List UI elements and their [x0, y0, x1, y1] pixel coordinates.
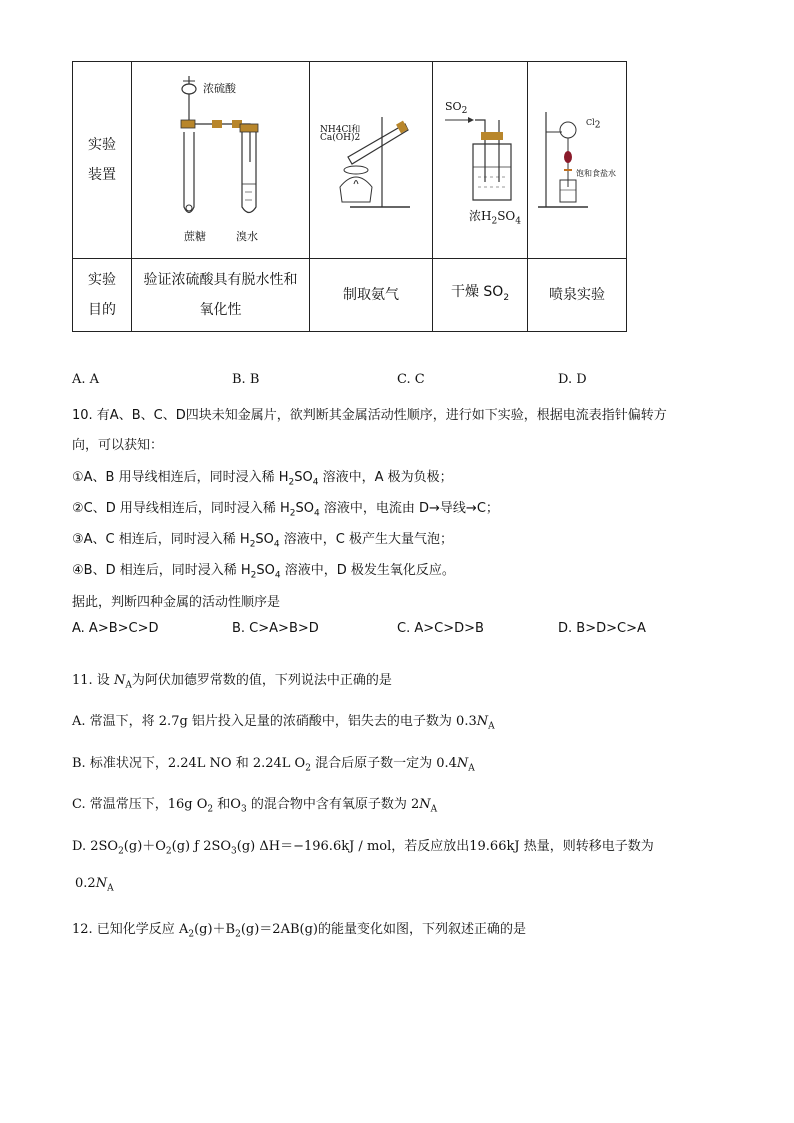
q10-option-c: C. A>C>D>B — [397, 621, 484, 636]
label-conc-h2so4: 浓$H_2SO_4$ — [469, 209, 521, 227]
q11-stem: 11. 设 $N_A$为阿伏加德罗常数的值，下列说法中正确的是 — [72, 673, 392, 691]
q11-option-b: B. 标准状况下，2.24L NO 和 2.24L $O_2$ 混合后原子数一定为 $0.4N_A$ — [72, 756, 475, 774]
label-sucrose: 蔗糖 — [184, 230, 206, 243]
fountain-apparatus-drawing — [528, 62, 626, 258]
q10-item4: ④B、D 相连后，同时浸入稀 $H_2SO_4$ 溶液中，D 极发生氧化反应。 — [72, 563, 455, 581]
q10-conclusion: 据此，判断四种金属的活动性顺序是 — [72, 595, 281, 610]
q11-option-d: D. $2SO_2(g)+O_2(g)$ ƒ $2SO_3(g)$ ΔH＝−196.6kJ / mol，若反应放出19.66kJ 热量，则转移电子数为 — [72, 839, 654, 857]
q10-item3: ③A、C 相连后，同时浸入稀 $H_2SO_4$ 溶液中，C 极产生大量气泡； — [72, 532, 453, 550]
purpose-A: 验证浓硫酸具有脱水性和氧化性 — [132, 259, 310, 332]
row-header-purpose: 实验目的 — [73, 259, 132, 332]
apparatus-C — [433, 62, 528, 259]
ammonia-apparatus-drawing — [310, 62, 432, 258]
label-so2-gas: $SO_2$ — [445, 100, 468, 117]
q9-option-c: C. C — [397, 372, 425, 387]
apparatus-table — [72, 61, 627, 332]
q10-option-a: A. A>B>C>D — [72, 621, 159, 636]
q9-option-b: B. B — [232, 372, 260, 387]
label-nh4cl: NH4Cl和 — [320, 125, 361, 135]
q11-option-d-cont: $0.2N_A$ — [75, 876, 114, 894]
q10-option-d: D. B>D>C>A — [558, 621, 646, 636]
purpose-B: 制取氨气 — [310, 259, 433, 332]
label-saturated-brine: 饱和食盐水 — [576, 169, 616, 178]
q10-item2: ②C、D 用导线相连后，同时浸入稀 $H_2SO_4$ 溶液中，电流由 D→导线→C； — [72, 501, 499, 519]
label-cl2: $Cl_2$ — [586, 118, 601, 131]
q10-option-b: B. C>A>B>D — [232, 621, 319, 636]
q9-option-d: D. D — [558, 372, 587, 387]
drying-bottle-drawing — [433, 62, 527, 258]
q12-stem: 12. 已知化学反应 $A_2(g)+B_2(g)=2AB(g)$的能量变化如图，下列叙述正确的是 — [72, 922, 526, 940]
label-caoh2: Ca(OH)2 — [320, 133, 361, 143]
label-bromine-water: 溴水 — [236, 230, 258, 243]
purpose-row — [73, 259, 627, 332]
apparatus-B — [310, 62, 433, 259]
q10-item1: ①A、B 用导线相连后，同时浸入稀 $H_2SO_4$ 溶液中，A 极为负极； — [72, 470, 453, 488]
q11-option-a: A. 常温下，将 2.7g 铝片投入足量的浓硝酸中，铝失去的电子数为 $0.3N_A$ — [72, 714, 495, 732]
purpose-C: 干燥 $SO_2$ — [433, 259, 528, 332]
row-header-apparatus: 实验装置 — [73, 62, 132, 259]
q10-stem-line2: 向，可以获知： — [72, 438, 164, 453]
apparatus-row — [73, 62, 627, 259]
apparatus-D — [528, 62, 627, 259]
purpose-D: 喷泉实验 — [528, 259, 627, 332]
apparatus-A — [132, 62, 310, 259]
q11-option-c: C. 常温常压下，16g $O_2$ 和$O_3$ 的混合物中含有氧原子数为 $2N_A$ — [72, 797, 438, 815]
label-conc-sulfuric: 浓硫酸 — [203, 82, 236, 95]
q9-option-a: A. A — [72, 372, 100, 387]
q10-stem-line1: 10. 有A、B、C、D四块未知金属片，欲判断其金属活动性顺序，进行如下实验，根据电流表指针偏转方 — [72, 408, 667, 423]
